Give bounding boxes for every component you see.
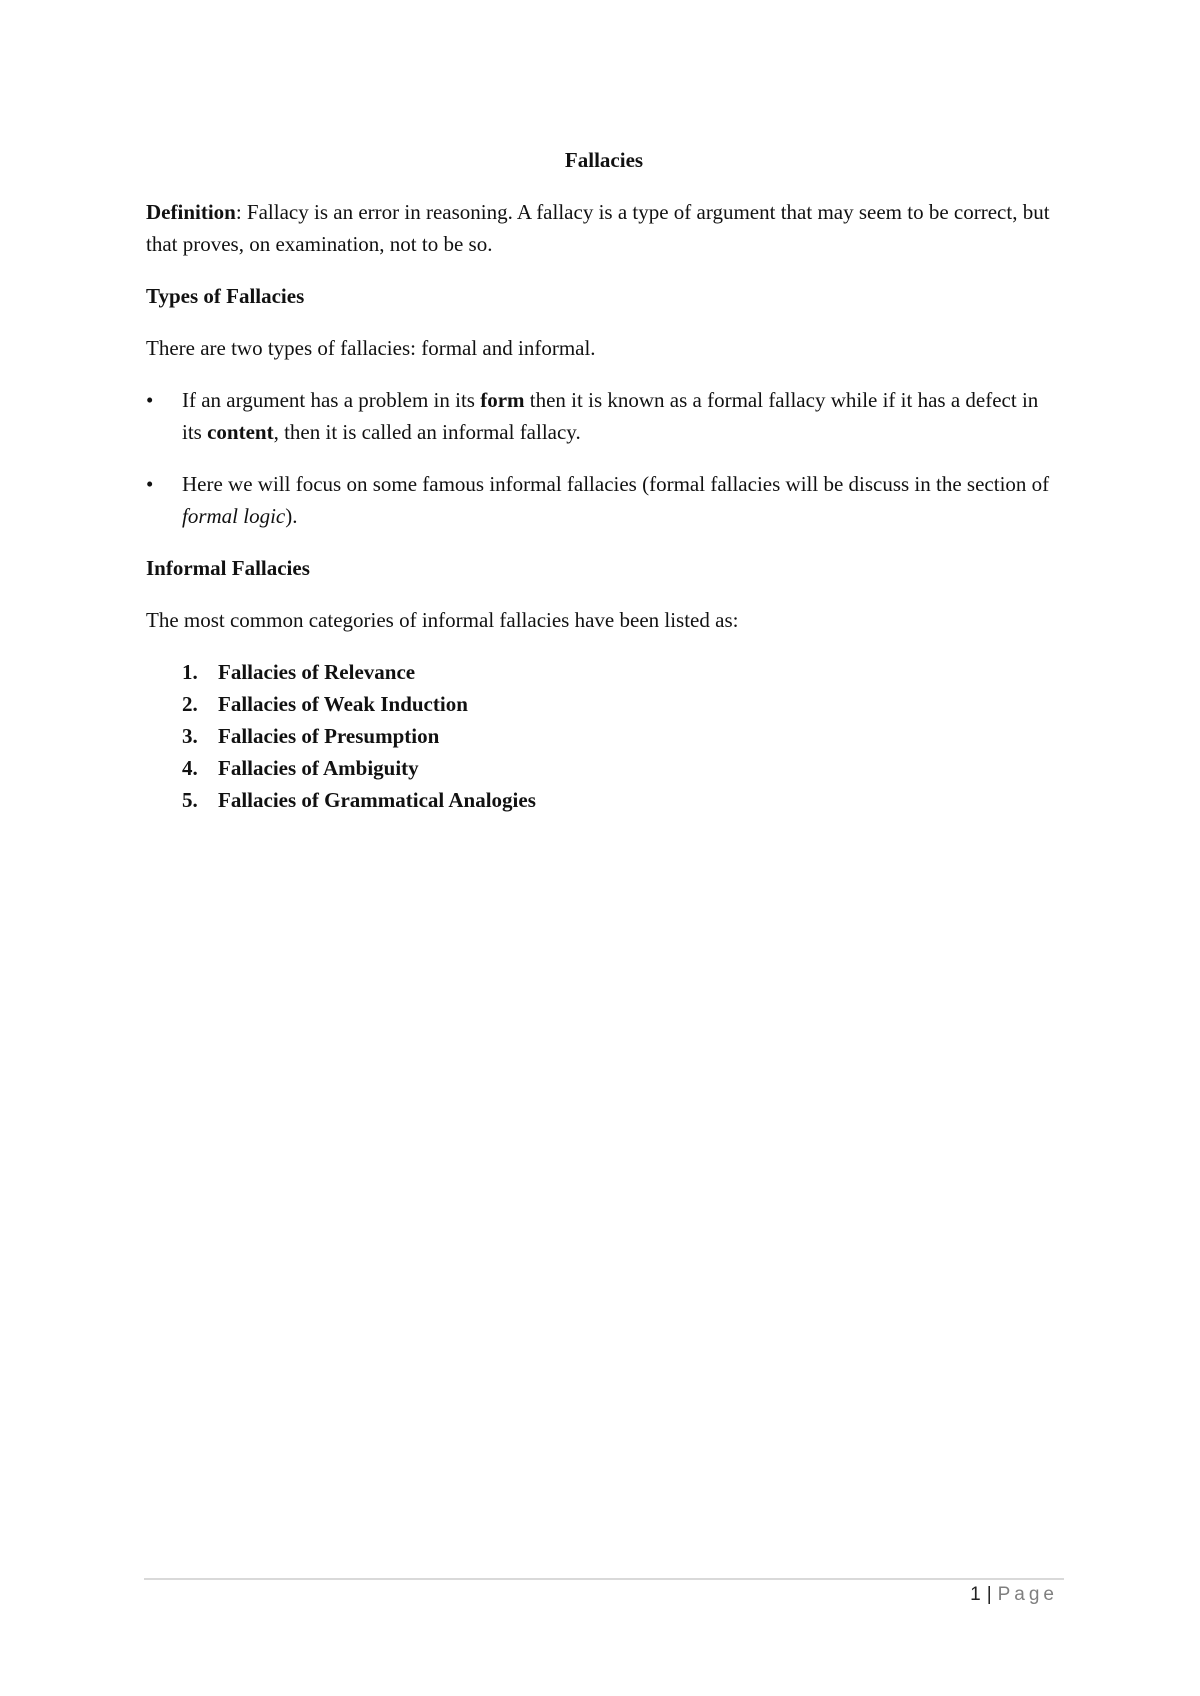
- informal-heading: Informal Fallacies: [146, 556, 310, 580]
- list-number: 5.: [182, 788, 198, 812]
- category-label: Fallacies of Grammatical Analogies: [218, 788, 536, 812]
- types-heading: Types of Fallacies: [146, 284, 305, 308]
- definition-label: Definition: [146, 200, 236, 224]
- bullet-2-italic-formal-logic: formal logic: [182, 504, 286, 528]
- bullet-1-bold-form: form: [480, 388, 525, 412]
- definition-text: : Fallacy is an error in reasoning. A fallacy is a type of argument that may seem to be correct, but that proves, on examination, not to be so.: [146, 200, 1050, 256]
- bullet-1-text-c: , then it is called an informal fallacy.: [273, 420, 581, 444]
- list-item: [146, 752, 1062, 784]
- list-item: [146, 468, 1062, 532]
- types-bullet-list: [146, 384, 1062, 532]
- definition-paragraph: [146, 196, 1062, 260]
- list-number: 4.: [182, 756, 198, 780]
- bullet-1-bold-content: content: [207, 420, 274, 444]
- list-item: [146, 688, 1062, 720]
- bullet-2-text-b: ).: [285, 504, 298, 528]
- bullet-1-text-b: then it is known as a formal fallacy while if it has a defect in its: [182, 388, 1039, 444]
- bullet-2-text-a: Here we will focus on some famous informal fallacies (formal fallacies will be discuss in the section of: [182, 472, 1050, 496]
- list-item: [146, 384, 1062, 448]
- informal-intro: The most common categories of informal fallacies have been listed as:: [146, 608, 739, 632]
- bullet-icon: •: [146, 388, 154, 412]
- category-label: Fallacies of Relevance: [218, 660, 416, 684]
- footer-separator: |: [986, 1584, 992, 1605]
- bullet-1-text-a: If an argument has a problem in its: [182, 388, 481, 412]
- list-item: [146, 720, 1062, 752]
- list-item: [146, 656, 1062, 688]
- page-label: Page: [997, 1584, 1058, 1605]
- page-footer: [970, 1584, 1058, 1606]
- list-number: 1.: [182, 660, 198, 684]
- category-label: Fallacies of Weak Induction: [218, 692, 468, 716]
- bullet-icon: •: [146, 472, 154, 496]
- list-item: [146, 784, 1062, 816]
- page-content: [146, 140, 1062, 816]
- category-label: Fallacies of Ambiguity: [218, 756, 419, 780]
- list-number: 3.: [182, 724, 198, 748]
- types-intro: There are two types of fallacies: formal and informal.: [146, 336, 596, 360]
- list-number: 2.: [182, 692, 198, 716]
- page-title: Fallacies: [564, 148, 644, 172]
- category-label: Fallacies of Presumption: [218, 724, 440, 748]
- categories-list: [146, 656, 1062, 816]
- page-number: 1: [970, 1584, 981, 1605]
- footer-divider: [144, 1578, 1064, 1580]
